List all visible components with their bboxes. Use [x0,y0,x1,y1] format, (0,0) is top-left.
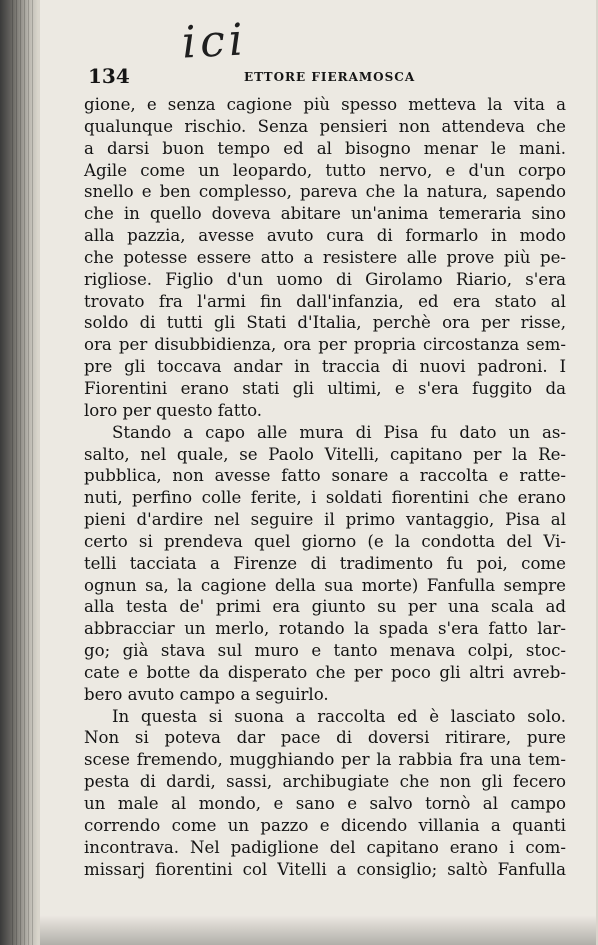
text-line: Fiorentini erano stati gli ultimi, e s'era fuggito da [84,378,566,398]
handwritten-note: ici [180,14,249,69]
text-line: pesta di dardi, sassi, archibugiate che non gli fecero [84,772,566,792]
text-line: un male al mondo, e sano e salvo tornò al campo [84,794,566,813]
text-line: pubblica, non avesse fatto sonare a raccolta e ratte- [84,466,566,486]
text-line: go; già stava sul muro e tanto menava colpi, stoc- [84,641,566,661]
body-text [84,94,566,880]
text-line: bero avuto campo a seguirlo. [84,684,329,704]
page-number: 134 [88,64,130,88]
text-line: che potesse essere atto a resistere alle prove più pe- [84,247,566,267]
text-line: nuti, perfino colle ferite, i soldati fiorentini che erano [84,488,566,508]
text-line: ora per disubbidienza, ora per propria circostanza sem- [84,335,566,355]
text-line: loro per questo fatto. [84,400,263,420]
text-line: gione, e senza cagione più spesso metteva la vita a [84,95,566,114]
page-shadow [40,915,596,945]
text-line: rigliose. Figlio d'un uomo di Girolamo Riario, s'era [84,269,566,289]
text-line: soldo di tutti gli Stati d'Italia, perchè ora per risse, [84,313,566,333]
text-line: salto, nel quale, se Paolo Vitelli, capitano per la Re- [84,444,566,464]
text-line: cate e botte da disperato che per poco gli altri avreb- [84,662,566,682]
running-title: ETTORE FIERAMOSCA [244,70,416,84]
text-line: correndo come un pazzo e dicendo villania a quanti [84,815,566,835]
text-line: pre gli toccava andar in traccia di nuovi padroni. I [84,357,566,377]
text-line: telli tacciata a Firenze di tradimento fu poi, come [84,553,566,573]
text-line: certo si prendeva quel giorno (e la condotta del Vi- [84,531,566,551]
text-line: incontrava. Nel padiglione del capitano erano i com- [84,837,566,857]
page-header [88,66,558,88]
text-line: alla testa de' primi era giunto su per una scala ad [84,597,566,617]
text-line: missarj fiorentini col Vitelli a consiglio; saltò Fanfulla [84,859,566,879]
page-edges [12,0,36,945]
text-line: pieni d'ardire nel seguire il primo vantaggio, Pisa al [84,510,566,530]
text-line: alla pazzia, avesse avuto cura di formarlo in modo [84,226,566,246]
text-line: In questa si suona a raccolta ed è lasciato solo. [112,706,566,726]
text-line: snello e ben complesso, pareva che la natura, sapendo [84,182,566,202]
text-line: ognun sa, la cagione della sua morte) Fanfulla sempre [84,575,566,595]
text-line: che in quello doveva abitare un'anima temeraria sino [84,204,566,224]
text-line: Non si poteva dar pace di doversi ritirare, pure [84,728,566,748]
text-line: Stando a capo alle mura di Pisa fu dato un as- [112,422,566,442]
text-line: Agile come un leopardo, tutto nervo, e d'un corpo [84,160,566,180]
text-line: trovato fra l'armi fin dall'infanzia, ed era stato al [84,291,566,311]
text-line: a darsi buon tempo ed al bisogno menar le mani. [84,138,566,158]
text-line: scese fremendo, mugghiando per la rabbia fra una tem- [84,750,566,770]
text-line: qualunque rischio. Senza pensieri non attendeva che [84,116,566,136]
text-line: abbracciar un merlo, rotando la spada s'era fatto lar- [84,619,566,639]
